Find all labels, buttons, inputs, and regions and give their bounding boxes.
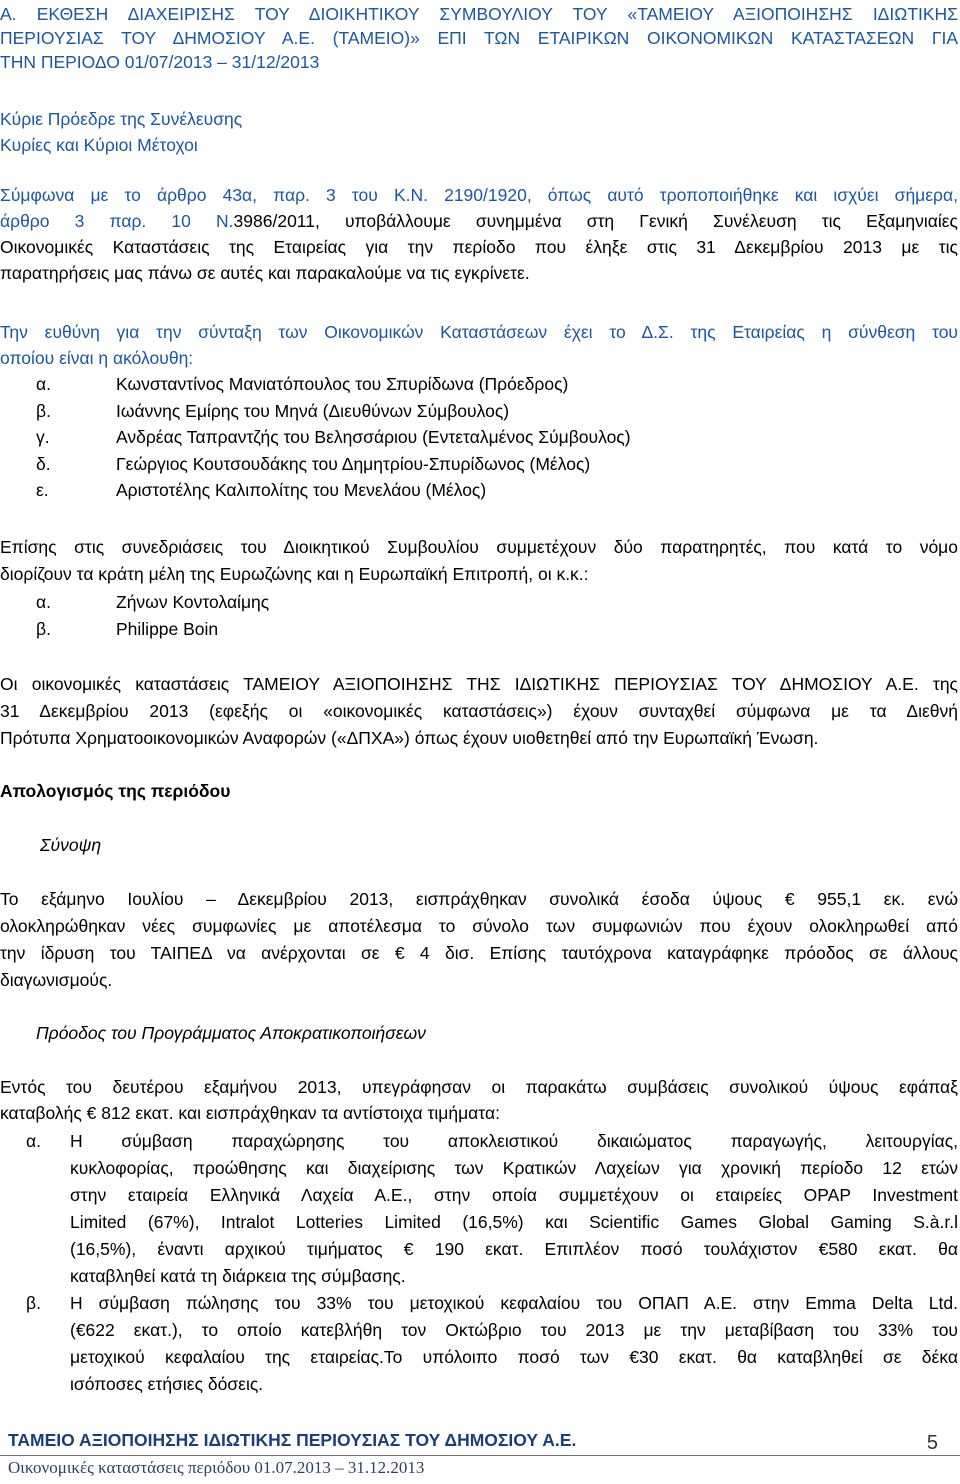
list-marker: δ.	[36, 453, 51, 474]
list-marker: α.	[26, 1131, 41, 1151]
program-heading: Πρόοδος του Προγράμματος Αποκρατικοποιήσεων	[36, 1023, 426, 1043]
list-item-text: Αριστοτέλης Καλιπολίτης του Μενελάου (Μέλος)	[116, 480, 487, 500]
list-marker: ε.	[36, 480, 49, 500]
paragraph-line: Επίσης στις συνεδριάσεις του Διοικητικού Συμβουλίου συμμετέχουν δύο παρατηρητές, που κατά το νόμο	[0, 537, 958, 557]
paragraph-line: Εντός του δευτέρου εξαμήνου 2013, υπεγράφησαν οι παρακάτω συμβάσεις συνολικού ύψους εφάπαξ	[0, 1077, 958, 1097]
list-marker: β.	[26, 1293, 41, 1313]
list-item	[0, 1290, 958, 1398]
section-title	[0, 2, 958, 74]
contracts-list	[0, 1128, 958, 1398]
list-item	[0, 1128, 958, 1290]
summary-paragraph	[0, 886, 958, 994]
list-item	[0, 589, 958, 616]
paragraph-line: Σύμφωνα με το άρθρο 43α, παρ. 3 του Κ.Ν. 2190/1920, όπως αυτό τροποποιήθηκε και ισχύει σήμερα,	[0, 185, 958, 205]
list-item	[0, 398, 958, 425]
list-item-line: (€622 εκατ.), το οποίο κατεβλήθη τον Οκτώβριο του 2013 με την μεταβίβαση του 33% του	[70, 1320, 958, 1340]
board-members-list	[0, 371, 958, 504]
paragraph-line: Την ευθύνη για την σύνταξη των Οικονομικών Καταστάσεων έχει το Δ.Σ. της Εταιρείας η σύνθεση του	[0, 322, 958, 342]
section-title-line: ΠΕΡΙΟΥΣΙΑΣ ΤΟΥ ΔΗΜΟΣΙΟΥ Α.Ε. (ΤΑΜΕΙΟ)» ΕΠΙ ΤΩΝ ΕΤΑΙΡΙΚΩΝ ΟΙΚΟΝΟΜΙΚΩΝ ΚΑΤΑΣΤΑΣΕΩΝ ΓΙΑ	[0, 28, 958, 48]
paragraph-line: Πρότυπα Χρηματοοικονομικών Αναφορών («ΔΠΧΑ») όπως έχουν υιοθετηθεί από την Ευρωπαϊκή Ένωση.	[0, 728, 819, 748]
standards-paragraph	[0, 671, 958, 752]
list-item-line: Η σύμβαση πώλησης του 33% του μετοχικού κεφαλαίου του ΟΠΑΠ Α.Ε. στην Emma Delta Ltd.	[70, 1293, 958, 1313]
paragraph-text: 3986/2011, υποβάλλουμε συνημμένα στη Γενική Συνέλευση τις Εξαμηνιαίες	[233, 211, 958, 231]
list-item-line: κυκλοφορίας, προώθησης και διαχείρισης των Κρατικών Λαχείων για χρονική περίοδο 12 ετών	[70, 1158, 958, 1178]
salutation-line: Κυρίες και Κύριοι Μέτοχοι	[0, 135, 198, 155]
paragraph-line: Οικονομικές Καταστάσεις της Εταιρείας για την περίοδο που έληξε στις 31 Δεκεμβρίου 2013 με τις	[0, 237, 958, 257]
observers-paragraph	[0, 534, 958, 588]
paragraph-line: διαγωνισμούς.	[0, 970, 113, 990]
list-item-line: Η σύμβαση παραχώρησης του αποκλειστικού δικαιώματος παραγωγής, λειτουργίας,	[70, 1131, 958, 1151]
paragraph-line: ολοκληρώθηκαν νέες συμφωνίες με αποτέλεσμα το σύνολο των συμφωνιών που έχουν ολοκληρωθεί από	[0, 916, 958, 936]
list-item	[0, 616, 958, 643]
paragraph-text: άρθρο 3 παρ. 10 Ν.	[0, 211, 234, 231]
list-item	[0, 371, 958, 398]
list-item	[0, 451, 958, 478]
paragraph-line: παρατηρήσεις μας πάνω σε αυτές και παρακαλούμε να τις εγκρίνετε.	[0, 263, 530, 283]
summary-heading: Σύνοψη	[40, 835, 102, 855]
board-intro-paragraph	[0, 319, 958, 371]
list-item-line: ισόποσες ετήσιες δόσεις.	[70, 1374, 264, 1394]
paragraph-line: διορίζουν τα κράτη μέλη της Ευρωζώνης και η Ευρωπαϊκή Επιτροπή, οι κ.κ.:	[0, 564, 589, 584]
list-item	[0, 424, 958, 451]
salutation-line: Κύριε Πρόεδρε της Συνέλευσης	[0, 109, 243, 129]
page-number: 5	[926, 1432, 938, 1454]
paragraph-line: την ίδρυση του ΤΑΙΠΕΔ να ανέρχονται σε € 4 δισ. Επίσης ταυτόχρονα καταγράφηκε πρόοδος σε άλλους	[0, 943, 958, 963]
list-item-text: Ζήνων Κοντολαίμης	[116, 592, 270, 612]
list-marker: γ.	[36, 427, 50, 447]
list-item-line: μετοχικού κεφαλαίου της εταιρείας.Το υπόλοιπο ποσό των €30 εκατ. θα καταβληθεί σε δέκα	[70, 1347, 958, 1367]
paragraph-line: Το εξάμηνο Ιουλίου – Δεκεμβρίου 2013, εισπράχθηκαν συνολικά έσοδα ύψους € 955,1 εκ. ενώ	[0, 889, 958, 909]
footer-divider	[0, 1455, 960, 1456]
list-item-text: Philippe Boin	[116, 619, 219, 639]
list-item-text: Ιωάννης Εμίρης του Μηνά (Διευθύνων Σύμβουλος)	[116, 400, 510, 421]
salutation	[0, 106, 958, 158]
paragraph-line: καταβολής € 812 εκατ. και εισπράχθηκαν τα αντίστοιχα τιμήματα:	[0, 1103, 500, 1123]
intro-paragraph	[0, 182, 958, 286]
list-item-text: Γεώργιος Κουτσουδάκης του Δημητρίου-Σπυρίδωνος (Μέλος)	[116, 453, 591, 474]
list-marker: α.	[36, 592, 51, 612]
paragraph-line: 31 Δεκεμβρίου 2013 (εφεξής οι «οικονομικές καταστάσεις») έχουν συνταχθεί σύμφωνα με τα Διεθνή	[0, 701, 958, 721]
list-item-line: (16,5%), έναντι αρχικού τιμήματος € 190 εκατ. Επιπλέον ποσό τουλάχιστον €580 εκατ. θα	[70, 1239, 958, 1259]
period-heading: Απολογισμός της περιόδου	[0, 781, 231, 801]
list-item-text: Κωνσταντίνος Μανιατόπουλος του Σπυρίδωνα (Πρόεδρος)	[116, 374, 569, 394]
list-item-text: Ανδρέας Ταπραντζής του Βελησσάριου (Εντεταλμένος Σύμβουλος)	[116, 427, 631, 447]
paragraph-line	[0, 208, 958, 234]
section-title-line: ΤΗΝ ΠΕΡΙΟΔΟ 01/07/2013 – 31/12/2013	[0, 52, 320, 72]
list-marker: β.	[36, 619, 51, 639]
list-item-line: Limited (67%), Intralot Lotteries Limited (16,5%) και Scientific Games Global Gaming S.à.r.l	[70, 1212, 958, 1232]
paragraph-line: οποίου είναι η ακόλουθη:	[0, 348, 194, 368]
observers-list	[0, 589, 958, 643]
list-item-line: καταβληθεί κατά τη διάρκεια της σύμβασης.	[70, 1266, 406, 1286]
list-marker: α.	[36, 374, 51, 394]
list-item-line: στην εταιρεία Ελληνικά Λαχεία Α.Ε., στην οποία συμμετέχουν οι εταιρείες OPAP Investment	[70, 1185, 958, 1205]
list-item	[0, 477, 958, 504]
paragraph-line: Οι οικονομικές καταστάσεις ΤΑΜΕΙΟΥ ΑΞΙΟΠΟΙΗΣΗΣ ΤΗΣ ΙΔΙΩΤΙΚΗΣ ΠΕΡΙΟΥΣΙΑΣ ΤΟΥ ΔΗΜΟΣΙΟΥ Α.Ε. της	[0, 674, 958, 694]
contracts-intro-paragraph	[0, 1074, 958, 1126]
list-marker: β.	[36, 400, 51, 421]
footer-title: ΤΑΜΕΙΟ ΑΞΙΟΠΟΙΗΣΗΣ ΙΔΙΩΤΙΚΗΣ ΠΕΡΙΟΥΣΙΑΣ ΤΟΥ ΔΗΜΟΣΙΟΥ Α.Ε.	[8, 1430, 577, 1450]
section-title-line: Α. ΕΚΘΕΣΗ ΔΙΑΧΕΙΡΙΣΗΣ ΤΟΥ ΔΙΟΙΚΗΤΙΚΟΥ ΣΥΜΒΟΥΛΙΟΥ ΤΟΥ «ΤΑΜΕΙΟΥ ΑΞΙΟΠΟΙΗΣΗΣ ΙΔΙΩΤΙΚΗΣ	[0, 4, 958, 24]
footer-subtitle: Οικονομικές καταστάσεις περιόδου 01.07.2013 – 31.12.2013	[8, 1458, 425, 1477]
